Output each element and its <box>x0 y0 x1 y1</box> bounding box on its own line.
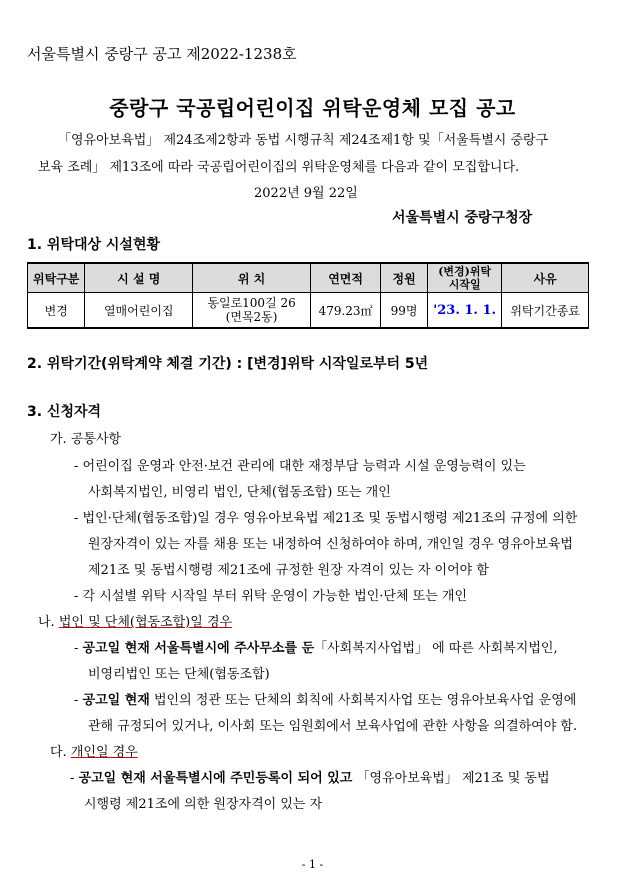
cell-facility: 열매어린이집 <box>85 293 193 329</box>
na-bullet-1-dash: - <box>74 641 83 656</box>
section-3-heading: 3. 신청자격 <box>27 404 102 420</box>
cell-capacity: 99명 <box>381 293 428 329</box>
na-bullet-1-emphasis: 공고일 현재 서울특별시에 주사무소를 둔 <box>82 641 315 656</box>
table-header-row <box>28 263 589 293</box>
col-header-facility: 시 설 명 <box>85 263 193 293</box>
da-bullet-1-dash: - <box>70 771 79 786</box>
subsection-da-prefix: 다. <box>50 745 71 760</box>
page-title: 중랑구 국공립어린이집 위탁운영체 모집 공고 <box>109 96 516 120</box>
cell-location-line-1: 동일로100길 26 <box>207 296 296 310</box>
na-bullet-2-line-1 <box>74 689 576 708</box>
cell-location-line-2: (면목2동) <box>225 310 278 324</box>
intro-line-1: 「영유아보육법」 제24조제2항과 동법 시행규칙 제24조제1항 및「서울특별시 중랑구 <box>58 133 549 148</box>
ga-bullet-2-line-1: - 법인·단체(협동조합)일 경우 영유아보육법 제21조 및 동법시행령 제21조의 규정에 의한 <box>74 511 578 526</box>
cell-type: 변경 <box>28 293 85 329</box>
subsection-na-label <box>38 611 232 630</box>
cell-area: 479.23㎡ <box>311 293 381 329</box>
intro-line-2: 보육 조례」 제13조에 따라 국공립어린이집의 위탁운영체를 다음과 같이 모집합니다. <box>38 160 520 175</box>
na-bullet-2-rest: 법인의 정관 또는 단체의 회칙에 사회복지사업 또는 영유아보육사업 운영에 <box>149 693 577 708</box>
subsection-da-title: 개인일 경우 <box>70 745 138 760</box>
na-bullet-2-emphasis: 공고일 현재 <box>82 693 150 708</box>
cell-reason: 위탁기간종료 <box>502 293 589 329</box>
col-header-reason: 사유 <box>502 263 589 293</box>
cell-start-date: '23. 1. 1. <box>428 293 502 329</box>
da-bullet-1-line-2: 시행령 제21조에 의한 원장자격이 있는 자 <box>84 797 323 812</box>
col-header-location: 위 치 <box>193 263 311 293</box>
ga-bullet-3: - 각 시설별 위탁 시작일 부터 위탁 운영이 가능한 법인·단체 또는 개인 <box>74 589 468 604</box>
page-number: - 1 - <box>301 858 324 871</box>
notice-number: 서울특별시 중랑구 공고 제2022-1238호 <box>27 45 297 63</box>
da-bullet-1-emphasis: 공고일 현재 서울특별시에 주민등록이 되어 있고 <box>78 771 353 786</box>
announcement-date: 2022년 9월 22일 <box>254 186 358 201</box>
col-header-type: 위탁구분 <box>28 263 85 293</box>
facility-table <box>27 262 589 329</box>
na-bullet-2-dash: - <box>74 693 83 708</box>
subsection-na-prefix: 나. <box>38 615 59 630</box>
ga-bullet-1-line-1: - 어린이집 운영과 안전·보건 관리에 대한 재정부담 능력과 시설 운영능력이 있는 <box>74 459 526 474</box>
issuer-name: 서울특별시 중랑구청장 <box>392 210 533 226</box>
col-header-area: 연면적 <box>311 263 381 293</box>
ga-bullet-2-line-3: 제21조 및 동법시행령 제21조에 규정한 원장 자격이 있는 자 이어야 함 <box>88 563 489 578</box>
subsection-na-title: 법인 및 단체(협동조합)일 경우 <box>58 615 233 630</box>
da-bullet-1-line-1 <box>70 767 550 786</box>
da-bullet-1-rest: 「영유아보육법」 제21조 및 동법 <box>352 771 550 786</box>
na-bullet-1-rest: 「사회복지사업법」 에 따른 사회복지법인, <box>314 641 558 656</box>
section-2-heading: 2. 위탁기간(위탁계약 체결 기간) : [변경]위탁 시작일로부터 5년 <box>27 356 429 372</box>
cell-location <box>193 293 311 329</box>
na-bullet-1-line-1 <box>74 637 558 656</box>
col-header-capacity: 정원 <box>381 263 428 293</box>
ga-bullet-2-line-2: 원장자격이 있는 자를 채용 또는 내정하여 신청하여야 하며, 개인일 경우 영유아보육법 <box>88 537 573 552</box>
subsection-da-label <box>50 741 138 760</box>
na-bullet-1-line-2: 비영리법인 또는 단체(협동조합) <box>88 667 270 682</box>
ga-bullet-1-line-2: 사회복지법인, 비영리 법인, 단체(협동조합) 또는 개인 <box>88 485 391 500</box>
subsection-ga-label: 가. 공통사항 <box>50 432 122 447</box>
table-row <box>28 293 589 329</box>
col-header-start-date: (변경)위탁 시작일 <box>428 263 502 293</box>
section-1-heading: 1. 위탁대상 시설현황 <box>27 237 160 253</box>
na-bullet-2-line-2: 관해 규정되어 있거나, 이사회 또는 임원회에서 보육사업에 관한 사항을 의결하여야 함. <box>88 719 578 734</box>
